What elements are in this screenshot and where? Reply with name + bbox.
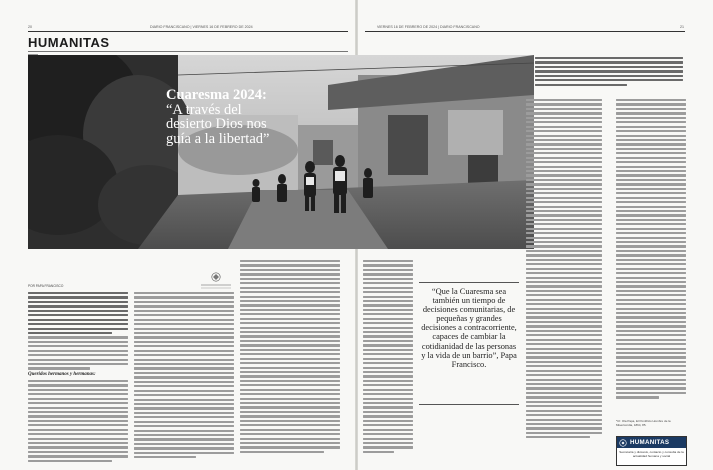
body-column-1 xyxy=(28,292,128,464)
humanitas-logo-icon xyxy=(619,439,627,447)
pull-quote-rule-bottom xyxy=(419,404,519,405)
subheading: Queridos hermanos y hermanas: xyxy=(28,371,96,377)
ad-header xyxy=(617,437,686,448)
humanitas-logo xyxy=(196,271,236,291)
body-column-2 xyxy=(134,292,234,461)
header-rule-right xyxy=(365,31,685,32)
right-running-head: VIERNES 16 DE FEBRERO DE 2024 | DIARIO FRANCISCANO xyxy=(377,25,480,29)
headline-line-2: “A través del desierto Dios nos guía a la libertad” xyxy=(166,101,270,147)
body-column-6 xyxy=(616,99,686,401)
humanitas-ad-box[interactable] xyxy=(616,436,687,466)
section-title: HUMANITAS xyxy=(28,35,110,50)
body-column-3 xyxy=(240,260,340,455)
headline-line-1: Cuaresma 2024: xyxy=(166,87,267,103)
pull-quote-rule-top xyxy=(419,282,519,283)
right-page-number: 21 xyxy=(680,25,684,29)
footnote: *Cf. Ola Papa, El Pontificio Hombre de la Misericordia, 1864, 85. xyxy=(616,419,671,427)
ad-brand: HUMANITAS xyxy=(630,439,670,446)
body-column-4 xyxy=(363,260,413,455)
left-page-number: 20 xyxy=(28,25,32,29)
lead-photo xyxy=(28,55,534,249)
section-rule xyxy=(28,51,348,52)
humanitas-logo-icon xyxy=(196,271,236,291)
header-rule-left xyxy=(28,31,348,32)
ad-text: Secretaría y diócesis, contacto y consulta de la actualidad humana y social xyxy=(619,450,684,458)
headline xyxy=(166,88,286,146)
byline: POR PAPA FRANCISCO xyxy=(28,284,64,288)
body-column-5 xyxy=(526,99,602,441)
left-running-head: DIARIO FRANCISCANO | VIERNES 16 DE FEBRERO DE 2024 xyxy=(150,25,253,29)
photo-caption xyxy=(535,57,683,88)
pull-quote: “Que la Cuaresma sea también un tiempo de decisiones comunitarias, de pequeñas y grandes decisiones a contracorriente, capaces de cambiar la cotidianidad de las personas y la vida de un barrio”, Papa Francisco. xyxy=(421,287,517,369)
